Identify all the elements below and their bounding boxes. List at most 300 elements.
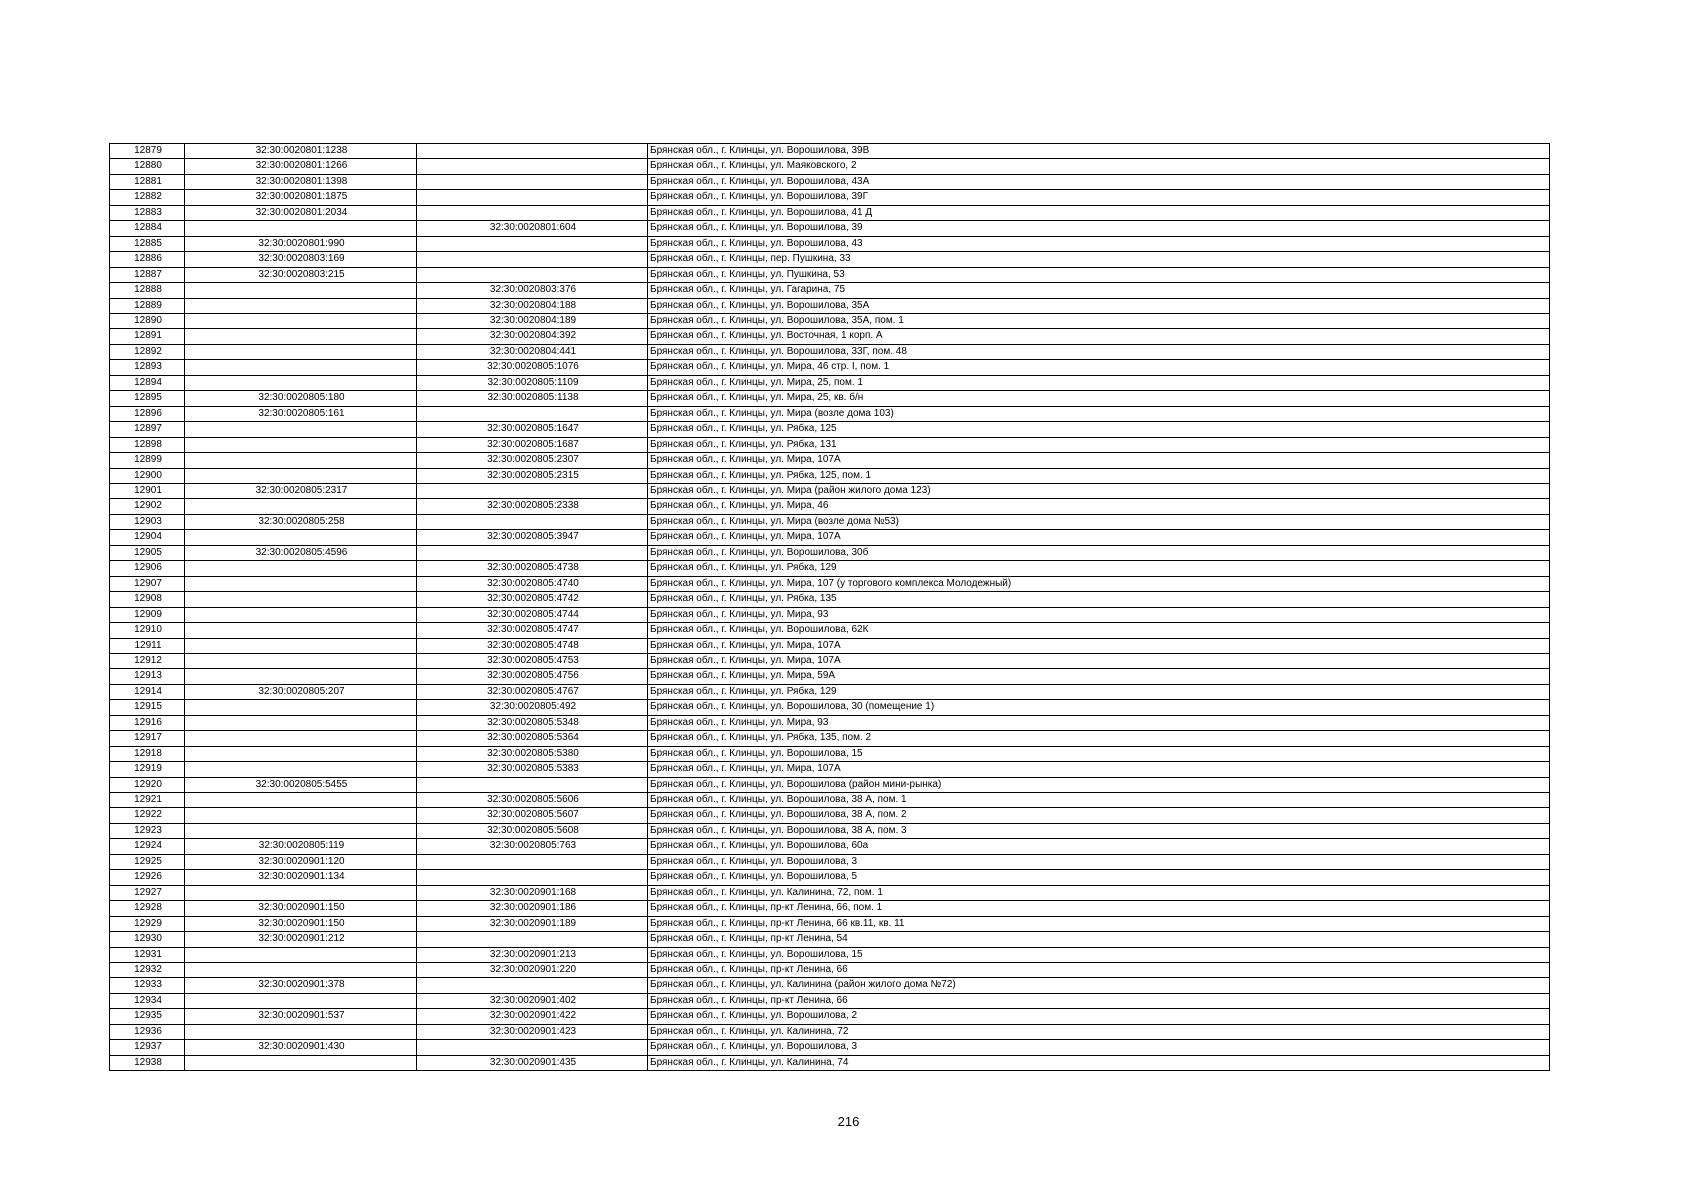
cadastral-number-cell [185,221,417,236]
address-cell: Брянская обл., г. Клинцы, ул. Рябка, 129 [648,561,1550,576]
building-cadastral-number-cell: 32:30:0020805:3947 [417,530,648,545]
cadastral-number-cell: 32:30:0020805:4596 [185,545,417,560]
cadastral-number-cell [185,638,417,653]
row-number-cell: 12894 [110,375,185,390]
table-row [110,406,1550,421]
building-cadastral-number-cell: 32:30:0020805:4742 [417,592,648,607]
building-cadastral-number-cell [417,932,648,947]
building-cadastral-number-cell [417,252,648,267]
address-cell: Брянская обл., г. Клинцы, ул. Мира, 107 (у торгового комплекса Молодежный) [648,576,1550,591]
building-cadastral-number-cell: 32:30:0020804:441 [417,344,648,359]
table-row [110,422,1550,437]
cadastral-number-cell [185,808,417,823]
building-cadastral-number-cell: 32:30:0020805:2307 [417,453,648,468]
table-row [110,777,1550,792]
address-cell: Брянская обл., г. Клинцы, ул. Мира, 107А [648,653,1550,668]
row-number-cell: 12881 [110,174,185,189]
cadastral-number-cell [185,607,417,622]
cadastral-number-cell: 32:30:0020805:5455 [185,777,417,792]
cadastral-number-cell: 32:30:0020901:430 [185,1040,417,1055]
row-number-cell: 12913 [110,669,185,684]
address-cell: Брянская обл., г. Клинцы, ул. Ворошилова, 33Г, пом. 48 [648,344,1550,359]
cadastral-number-cell [185,298,417,313]
row-number-cell: 12911 [110,638,185,653]
cadastral-number-cell: 32:30:0020901:212 [185,932,417,947]
building-cadastral-number-cell: 32:30:0020805:4753 [417,653,648,668]
row-number-cell: 12886 [110,252,185,267]
cadastral-number-cell: 32:30:0020901:150 [185,916,417,931]
building-cadastral-number-cell [417,777,648,792]
cadastral-number-cell [185,360,417,375]
address-cell: Брянская обл., г. Клинцы, ул. Ворошилова, 3 [648,1040,1550,1055]
address-cell: Брянская обл., г. Клинцы, ул. Мира, 107А [648,453,1550,468]
building-cadastral-number-cell: 32:30:0020805:4747 [417,623,648,638]
address-cell: Брянская обл., г. Клинцы, ул. Мира, 59А [648,669,1550,684]
address-cell: Брянская обл., г. Клинцы, ул. Ворошилова, 15 [648,746,1550,761]
cadastral-number-cell: 32:30:0020805:2317 [185,483,417,498]
table-row [110,344,1550,359]
building-cadastral-number-cell: 32:30:0020805:5607 [417,808,648,823]
address-cell: Брянская обл., г. Клинцы, ул. Маяковского, 2 [648,159,1550,174]
table-row [110,839,1550,854]
table-row [110,252,1550,267]
building-cadastral-number-cell: 32:30:0020804:189 [417,313,648,328]
building-cadastral-number-cell: 32:30:0020805:492 [417,700,648,715]
building-cadastral-number-cell: 32:30:0020901:168 [417,885,648,900]
row-number-cell: 12883 [110,205,185,220]
cadastral-number-cell: 32:30:0020901:378 [185,978,417,993]
building-cadastral-number-cell: 32:30:0020805:5608 [417,823,648,838]
cadastral-number-cell [185,375,417,390]
table-row [110,993,1550,1008]
address-cell: Брянская обл., г. Клинцы, ул. Ворошилова, 38 А, пом. 2 [648,808,1550,823]
row-number-cell: 12889 [110,298,185,313]
building-cadastral-number-cell: 32:30:0020901:213 [417,947,648,962]
building-cadastral-number-cell: 32:30:0020805:5606 [417,793,648,808]
address-cell: Брянская обл., г. Клинцы, ул. Мира, 107А [648,638,1550,653]
address-cell: Брянская обл., г. Клинцы, ул. Рябка, 135, пом. 2 [648,731,1550,746]
address-cell: Брянская обл., г. Клинцы, пр-кт Ленина, 66, пом. 1 [648,901,1550,916]
row-number-cell: 12895 [110,391,185,406]
building-cadastral-number-cell: 32:30:0020805:1109 [417,375,648,390]
registry-table-body [110,144,1550,1071]
address-cell: Брянская обл., г. Клинцы, ул. Мира, 107А [648,530,1550,545]
cadastral-number-cell [185,468,417,483]
building-cadastral-number-cell [417,514,648,529]
table-row [110,514,1550,529]
table-row [110,947,1550,962]
cadastral-number-cell: 32:30:0020803:169 [185,252,417,267]
row-number-cell: 12900 [110,468,185,483]
address-cell: Брянская обл., г. Клинцы, ул. Рябка, 129 [648,684,1550,699]
building-cadastral-number-cell: 32:30:0020901:220 [417,963,648,978]
row-number-cell: 12893 [110,360,185,375]
table-row [110,453,1550,468]
building-cadastral-number-cell: 32:30:0020805:1076 [417,360,648,375]
row-number-cell: 12892 [110,344,185,359]
address-cell: Брянская обл., г. Клинцы, ул. Ворошилова, 43А [648,174,1550,189]
table-row [110,885,1550,900]
row-number-cell: 12890 [110,313,185,328]
table-row [110,653,1550,668]
cadastral-number-cell: 32:30:0020805:161 [185,406,417,421]
building-cadastral-number-cell: 32:30:0020805:1647 [417,422,648,437]
table-row [110,932,1550,947]
cadastral-number-cell [185,762,417,777]
building-cadastral-number-cell: 32:30:0020805:4756 [417,669,648,684]
address-cell: Брянская обл., г. Клинцы, ул. Калинина (район жилого дома №72) [648,978,1550,993]
address-cell: Брянская обл., г. Клинцы, ул. Ворошилова, 39Г [648,190,1550,205]
row-number-cell: 12905 [110,545,185,560]
building-cadastral-number-cell: 32:30:0020805:5364 [417,731,648,746]
building-cadastral-number-cell: 32:30:0020901:186 [417,901,648,916]
building-cadastral-number-cell: 32:30:0020805:4767 [417,684,648,699]
address-cell: Брянская обл., г. Клинцы, ул. Рябка, 135 [648,592,1550,607]
address-cell: Брянская обл., г. Клинцы, ул. Мира, 25, пом. 1 [648,375,1550,390]
address-cell: Брянская обл., г. Клинцы, ул. Ворошилова, 3 [648,854,1550,869]
row-number-cell: 12899 [110,453,185,468]
building-cadastral-number-cell [417,545,648,560]
row-number-cell: 12923 [110,823,185,838]
address-cell: Брянская обл., г. Клинцы, ул. Рябка, 131 [648,437,1550,452]
building-cadastral-number-cell [417,144,648,159]
row-number-cell: 12920 [110,777,185,792]
building-cadastral-number-cell [417,205,648,220]
table-row [110,298,1550,313]
cadastral-number-cell [185,499,417,514]
table-row [110,854,1550,869]
building-cadastral-number-cell: 32:30:0020805:4740 [417,576,648,591]
row-number-cell: 12896 [110,406,185,421]
building-cadastral-number-cell: 32:30:0020805:4738 [417,561,648,576]
building-cadastral-number-cell: 32:30:0020805:2338 [417,499,648,514]
address-cell: Брянская обл., г. Клинцы, ул. Мира (возле дома 103) [648,406,1550,421]
table-row [110,1009,1550,1024]
table-row [110,545,1550,560]
cadastral-number-cell: 32:30:0020801:1238 [185,144,417,159]
row-number-cell: 12925 [110,854,185,869]
table-row [110,963,1550,978]
address-cell: Брянская обл., г. Клинцы, ул. Мира (возле дома №53) [648,514,1550,529]
building-cadastral-number-cell: 32:30:0020804:188 [417,298,648,313]
table-row [110,731,1550,746]
table-row [110,329,1550,344]
registry-table [109,143,1550,1071]
table-row [110,684,1550,699]
address-cell: Брянская обл., г. Клинцы, ул. Ворошилова, 43 [648,236,1550,251]
building-cadastral-number-cell: 32:30:0020901:423 [417,1024,648,1039]
cadastral-number-cell: 32:30:0020801:990 [185,236,417,251]
address-cell: Брянская обл., г. Клинцы, ул. Ворошилова, 41 Д [648,205,1550,220]
table-row [110,375,1550,390]
row-number-cell: 12891 [110,329,185,344]
table-row [110,700,1550,715]
row-number-cell: 12917 [110,731,185,746]
row-number-cell: 12880 [110,159,185,174]
table-row [110,607,1550,622]
cadastral-number-cell: 32:30:0020805:207 [185,684,417,699]
row-number-cell: 12922 [110,808,185,823]
address-cell: Брянская обл., г. Клинцы, ул. Гагарина, 75 [648,283,1550,298]
building-cadastral-number-cell: 32:30:0020805:1687 [417,437,648,452]
address-cell: Брянская обл., г. Клинцы, ул. Мира, 46 [648,499,1550,514]
cadastral-number-cell [185,963,417,978]
address-cell: Брянская обл., г. Клинцы, ул. Ворошилова, 60а [648,839,1550,854]
table-row [110,530,1550,545]
table-row [110,715,1550,730]
table-row [110,236,1550,251]
row-number-cell: 12924 [110,839,185,854]
building-cadastral-number-cell: 32:30:0020901:422 [417,1009,648,1024]
address-cell: Брянская обл., г. Клинцы, ул. Мира, 93 [648,715,1550,730]
address-cell: Брянская обл., г. Клинцы, пер. Пушкина, 33 [648,252,1550,267]
row-number-cell: 12898 [110,437,185,452]
table-row [110,283,1550,298]
address-cell: Брянская обл., г. Клинцы, ул. Ворошилова, 2 [648,1009,1550,1024]
row-number-cell: 12912 [110,653,185,668]
building-cadastral-number-cell: 32:30:0020805:5380 [417,746,648,761]
table-row [110,313,1550,328]
address-cell: Брянская обл., г. Клинцы, ул. Восточная, 1 корп. А [648,329,1550,344]
table-row [110,576,1550,591]
address-cell: Брянская обл., г. Клинцы, ул. Калинина, 72 [648,1024,1550,1039]
table-row [110,669,1550,684]
address-cell: Брянская обл., г. Клинцы, ул. Ворошилова, 5 [648,870,1550,885]
cadastral-number-cell: 32:30:0020901:150 [185,901,417,916]
building-cadastral-number-cell: 32:30:0020805:4744 [417,607,648,622]
row-number-cell: 12933 [110,978,185,993]
row-number-cell: 12915 [110,700,185,715]
cadastral-number-cell [185,669,417,684]
table-row [110,1055,1550,1070]
building-cadastral-number-cell [417,978,648,993]
cadastral-number-cell: 32:30:0020805:180 [185,391,417,406]
address-cell: Брянская обл., г. Клинцы, ул. Ворошилова, 38 А, пом. 3 [648,823,1550,838]
table-row [110,205,1550,220]
row-number-cell: 12888 [110,283,185,298]
table-row [110,267,1550,282]
cadastral-number-cell: 32:30:0020805:258 [185,514,417,529]
cadastral-number-cell [185,313,417,328]
table-row [110,901,1550,916]
cadastral-number-cell [185,422,417,437]
address-cell: Брянская обл., г. Клинцы, пр-кт Ленина, 66 кв.11, кв. 11 [648,916,1550,931]
row-number-cell: 12938 [110,1055,185,1070]
cadastral-number-cell [185,993,417,1008]
cadastral-number-cell: 32:30:0020801:1398 [185,174,417,189]
cadastral-number-cell [185,344,417,359]
row-number-cell: 12882 [110,190,185,205]
building-cadastral-number-cell [417,159,648,174]
cadastral-number-cell [185,947,417,962]
row-number-cell: 12937 [110,1040,185,1055]
address-cell: Брянская обл., г. Клинцы, ул. Ворошилова, 39 [648,221,1550,236]
cadastral-number-cell [185,731,417,746]
table-row [110,762,1550,777]
address-cell: Брянская обл., г. Клинцы, ул. Ворошилова, 30б [648,545,1550,560]
cadastral-number-cell: 32:30:0020805:119 [185,839,417,854]
table-row [110,1040,1550,1055]
table-row [110,437,1550,452]
row-number-cell: 12897 [110,422,185,437]
row-number-cell: 12901 [110,483,185,498]
building-cadastral-number-cell [417,406,648,421]
row-number-cell: 12926 [110,870,185,885]
building-cadastral-number-cell: 32:30:0020805:4748 [417,638,648,653]
cadastral-number-cell: 32:30:0020801:1875 [185,190,417,205]
cadastral-number-cell [185,1055,417,1070]
row-number-cell: 12928 [110,901,185,916]
table-row [110,159,1550,174]
row-number-cell: 12929 [110,916,185,931]
row-number-cell: 12914 [110,684,185,699]
building-cadastral-number-cell: 32:30:0020901:402 [417,993,648,1008]
table-row [110,638,1550,653]
row-number-cell: 12934 [110,993,185,1008]
row-number-cell: 12935 [110,1009,185,1024]
building-cadastral-number-cell [417,267,648,282]
address-cell: Брянская обл., г. Клинцы, ул. Рябка, 125, пом. 1 [648,468,1550,483]
building-cadastral-number-cell: 32:30:0020805:1138 [417,391,648,406]
table-row [110,1024,1550,1039]
building-cadastral-number-cell: 32:30:0020805:2315 [417,468,648,483]
table-row [110,623,1550,638]
address-cell: Брянская обл., г. Клинцы, ул. Ворошилова, 38 А, пом. 1 [648,793,1550,808]
table-row [110,468,1550,483]
table-row [110,190,1550,205]
row-number-cell: 12930 [110,932,185,947]
row-number-cell: 12903 [110,514,185,529]
building-cadastral-number-cell: 32:30:0020805:5348 [417,715,648,730]
cadastral-number-cell [185,329,417,344]
table-row [110,870,1550,885]
row-number-cell: 12916 [110,715,185,730]
cadastral-number-cell [185,592,417,607]
table-row [110,561,1550,576]
table-row [110,483,1550,498]
address-cell: Брянская обл., г. Клинцы, ул. Ворошилова (район мини-рынка) [648,777,1550,792]
building-cadastral-number-cell: 32:30:0020901:435 [417,1055,648,1070]
address-cell: Брянская обл., г. Клинцы, ул. Мира, 46 стр. I, пом. 1 [648,360,1550,375]
cadastral-number-cell [185,823,417,838]
row-number-cell: 12906 [110,561,185,576]
table-row [110,808,1550,823]
row-number-cell: 12879 [110,144,185,159]
row-number-cell: 12910 [110,623,185,638]
cadastral-number-cell [185,1024,417,1039]
cadastral-number-cell: 32:30:0020901:120 [185,854,417,869]
address-cell: Брянская обл., г. Клинцы, ул. Ворошилова, 39В [648,144,1550,159]
table-row [110,916,1550,931]
address-cell: Брянская обл., г. Клинцы, ул. Мира (район жилого дома 123) [648,483,1550,498]
table-row [110,499,1550,514]
row-number-cell: 12919 [110,762,185,777]
table-row [110,793,1550,808]
cadastral-number-cell: 32:30:0020901:134 [185,870,417,885]
row-number-cell: 12931 [110,947,185,962]
building-cadastral-number-cell: 32:30:0020803:376 [417,283,648,298]
address-cell: Брянская обл., г. Клинцы, ул. Ворошилова, 62К [648,623,1550,638]
row-number-cell: 12885 [110,236,185,251]
row-number-cell: 12908 [110,592,185,607]
cadastral-number-cell [185,437,417,452]
cadastral-number-cell [185,653,417,668]
address-cell: Брянская обл., г. Клинцы, ул. Ворошилова, 30 (помещение 1) [648,700,1550,715]
address-cell: Брянская обл., г. Клинцы, ул. Ворошилова, 35А [648,298,1550,313]
row-number-cell: 12902 [110,499,185,514]
cadastral-number-cell [185,283,417,298]
building-cadastral-number-cell: 32:30:0020804:392 [417,329,648,344]
cadastral-number-cell: 32:30:0020801:1266 [185,159,417,174]
row-number-cell: 12909 [110,607,185,622]
address-cell: Брянская обл., г. Клинцы, пр-кт Ленина, 54 [648,932,1550,947]
table-row [110,391,1550,406]
table-row [110,978,1550,993]
cadastral-number-cell: 32:30:0020801:2034 [185,205,417,220]
table-row [110,360,1550,375]
row-number-cell: 12936 [110,1024,185,1039]
cadastral-number-cell [185,715,417,730]
cadastral-number-cell [185,793,417,808]
address-cell: Брянская обл., г. Клинцы, ул. Ворошилова, 35А, пом. 1 [648,313,1550,328]
building-cadastral-number-cell [417,236,648,251]
table-row [110,746,1550,761]
address-cell: Брянская обл., г. Клинцы, ул. Калинина, 74 [648,1055,1550,1070]
address-cell: Брянская обл., г. Клинцы, ул. Мира, 25, кв. б/н [648,391,1550,406]
cadastral-number-cell: 32:30:0020803:215 [185,267,417,282]
building-cadastral-number-cell [417,190,648,205]
building-cadastral-number-cell: 32:30:0020805:763 [417,839,648,854]
row-number-cell: 12927 [110,885,185,900]
building-cadastral-number-cell [417,1040,648,1055]
table-row [110,592,1550,607]
table-row [110,823,1550,838]
building-cadastral-number-cell: 32:30:0020805:5383 [417,762,648,777]
building-cadastral-number-cell: 32:30:0020901:189 [417,916,648,931]
building-cadastral-number-cell: 32:30:0020801:604 [417,221,648,236]
building-cadastral-number-cell [417,854,648,869]
address-cell: Брянская обл., г. Клинцы, ул. Ворошилова, 15 [648,947,1550,962]
table-row [110,144,1550,159]
row-number-cell: 12918 [110,746,185,761]
row-number-cell: 12907 [110,576,185,591]
cadastral-number-cell [185,561,417,576]
row-number-cell: 12884 [110,221,185,236]
row-number-cell: 12904 [110,530,185,545]
building-cadastral-number-cell [417,870,648,885]
building-cadastral-number-cell [417,174,648,189]
row-number-cell: 12932 [110,963,185,978]
address-cell: Брянская обл., г. Клинцы, ул. Мира, 107А [648,762,1550,777]
cadastral-number-cell [185,530,417,545]
cadastral-number-cell [185,623,417,638]
cadastral-number-cell [185,453,417,468]
cadastral-number-cell: 32:30:0020901:537 [185,1009,417,1024]
cadastral-number-cell [185,576,417,591]
building-cadastral-number-cell [417,483,648,498]
cadastral-number-cell [185,885,417,900]
address-cell: Брянская обл., г. Клинцы, ул. Пушкина, 53 [648,267,1550,282]
address-cell: Брянская обл., г. Клинцы, пр-кт Ленина, 66 [648,993,1550,1008]
row-number-cell: 12921 [110,793,185,808]
cadastral-number-cell [185,700,417,715]
address-cell: Брянская обл., г. Клинцы, ул. Мира, 93 [648,607,1550,622]
address-cell: Брянская обл., г. Клинцы, ул. Калинина, 72, пом. 1 [648,885,1550,900]
address-cell: Брянская обл., г. Клинцы, ул. Рябка, 125 [648,422,1550,437]
row-number-cell: 12887 [110,267,185,282]
page-number: 216 [837,1114,860,1129]
table-row [110,174,1550,189]
